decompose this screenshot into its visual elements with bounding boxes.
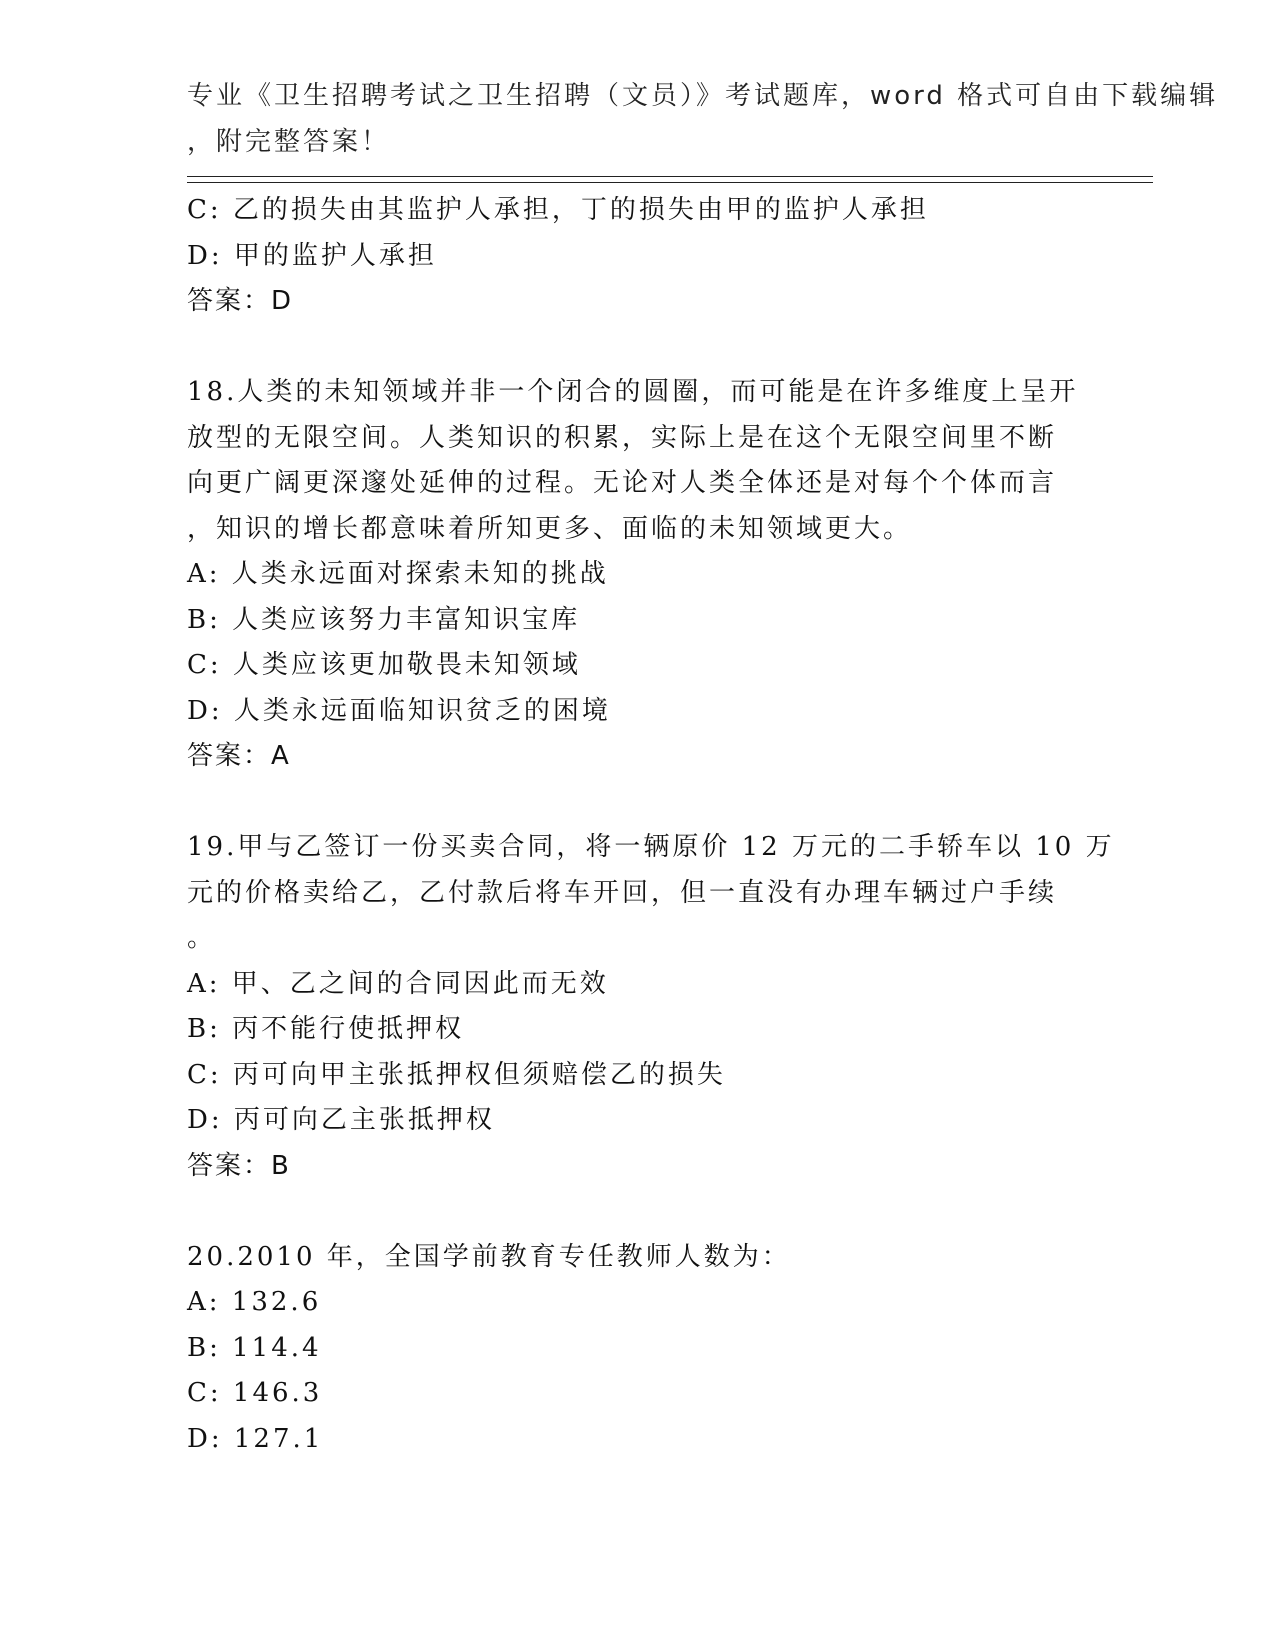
option-c: C: 乙的损失由其监护人承担，丁的损失由甲的监护人承担	[187, 195, 929, 225]
question-stem-line: 放型的无限空间。人类知识的积累，实际上是在这个无限空间里不断	[187, 422, 1058, 453]
document-header	[187, 74, 1219, 165]
option-d: D: 甲的监护人承担	[187, 240, 437, 271]
option-c: C: 146.3	[187, 1378, 323, 1408]
header-line-2: ，附完整答案！	[187, 126, 391, 157]
question-stem-line: 元的价格卖给乙，乙付款后将车开回，但一直没有办理车辆过户手续	[187, 877, 1058, 908]
spacer	[187, 780, 1087, 826]
option-a: A: 人类永远面对探索未知的挑战	[187, 559, 609, 589]
question-stem-line: 。	[187, 923, 217, 953]
question-stem-line: 向更广阔更深邃处延伸的过程。无论对人类全体还是对每个个体而言	[187, 468, 1058, 498]
option-a: A: 132.6	[187, 1287, 322, 1317]
question-18	[187, 370, 1087, 780]
option-a: A: 甲、乙之间的合同因此而无效	[187, 968, 609, 999]
question-17-tail	[187, 188, 1087, 325]
option-c: C: 丙可向甲主张抵押权但须赔偿乙的损失	[187, 1059, 726, 1090]
question-19	[187, 825, 1115, 1189]
option-d: D: 人类永远面临知识贫乏的困境	[187, 695, 611, 726]
question-stem-line: 20.2010 年，全国学前教育专任教师人数为：	[187, 1241, 791, 1272]
answer-line: 答案：B	[187, 1150, 291, 1181]
header-rule-top	[187, 176, 1153, 177]
option-b: B: 丙不能行使抵押权	[187, 1014, 465, 1044]
header-rule-bottom	[187, 182, 1153, 183]
document-body	[187, 188, 1115, 1462]
question-20	[187, 1235, 1087, 1463]
option-d: D: 丙可向乙主张抵押权	[187, 1105, 495, 1135]
question-stem-line: 19.甲与乙签订一份买卖合同，将一辆原价 12 万元的二手轿车以 10 万	[187, 832, 1115, 862]
answer-line: 答案：A	[187, 741, 291, 771]
option-c: C: 人类应该更加敬畏未知领域	[187, 650, 581, 680]
header-line-1: 专业《卫生招聘考试之卫生招聘（文员）》考试题库，word 格式可自由下载编辑	[187, 81, 1219, 111]
option-d: D: 127.1	[187, 1423, 324, 1454]
option-b: B: 114.4	[187, 1332, 322, 1363]
spacer	[187, 325, 1087, 371]
answer-line: 答案：D	[187, 286, 294, 316]
question-stem-line: 18.人类的未知领域并非一个闭合的圆圈，而可能是在许多维度上呈开	[187, 377, 1079, 407]
option-b: B: 人类应该努力丰富知识宝库	[187, 604, 581, 635]
spacer	[187, 1189, 1087, 1235]
question-stem-line: ，知识的增长都意味着所知更多、面临的未知领域更大。	[187, 513, 913, 544]
